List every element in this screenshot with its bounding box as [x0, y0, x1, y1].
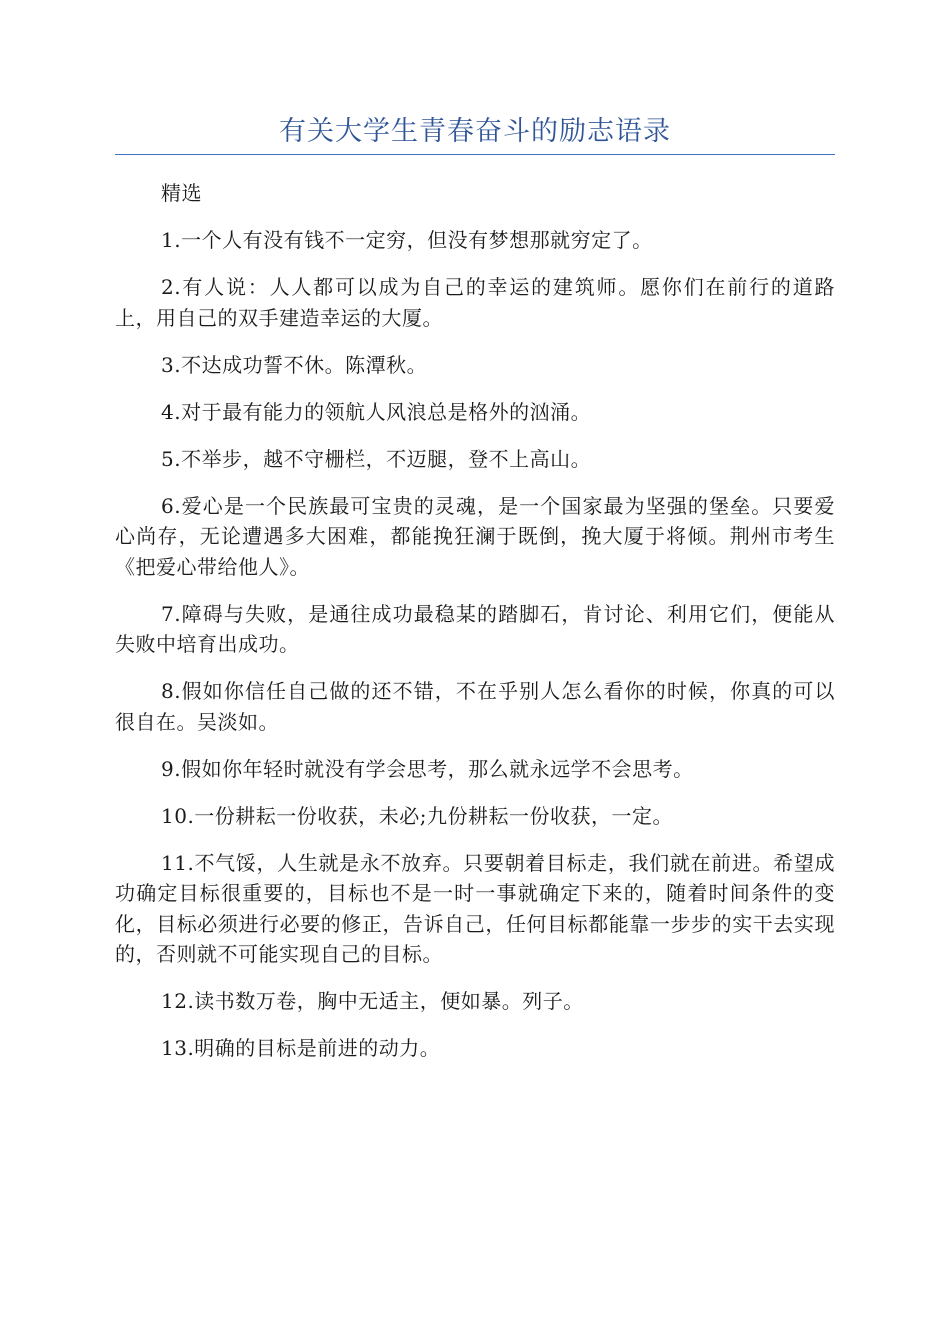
paragraph-quote-6: 6.爱心是一个民族最可宝贵的灵魂，是一个国家最为坚强的堡垒。只要爱心尚存，无论遭遇多大困难，都能挽狂澜于既倒，挽大厦于将倾。荆州市考生《把爱心带给他人》。 — [115, 493, 835, 579]
paragraph-intro: 精选 — [161, 181, 202, 205]
paragraph-quote-13: 13.明确的目标是前进的动力。 — [161, 1036, 441, 1060]
paragraph-quote-1: 1.一个人有没有钱不一定穷，但没有梦想那就穷定了。 — [161, 228, 653, 252]
document-title: 有关大学生青春奋斗的励志语录 — [279, 116, 671, 147]
paragraph-quote-5: 5.不举步，越不守栅栏，不迈腿，登不上高山。 — [161, 446, 592, 471]
paragraph-quote-8: 8.假如你信任自己做的还不错，不在乎别人怎么看你的时候，你真的可以很自在。吴淡如。 — [115, 679, 835, 734]
paragraph-quote-10: 10.一份耕耘一份收获，未必;九份耕耘一份收获，一定。 — [161, 803, 674, 828]
paragraph-quote-3: 3.不达成功誓不休。陈潭秋。 — [161, 352, 428, 377]
title-underline — [115, 154, 835, 155]
paragraph-quote-11: 11.不气馁，人生就是永不放弃。只要朝着目标走，我们就在前进。希望成功确定目标很重要的，目标也不是一时一事就确定下来的，随着时间条件的变化，目标必须进行必要的修正，告诉自己，任何目标都能靠一步步的实干去实现的，否则就不可能实现自己的目标。 — [115, 850, 835, 966]
paragraph-quote-2: 2.有人说：人人都可以成为自己的幸运的建筑师。愿你们在前行的道路上，用自己的双手建造幸运的大厦。 — [115, 275, 835, 330]
paragraph-quote-4: 4.对于最有能力的领航人风浪总是格外的汹涌。 — [161, 399, 592, 424]
paragraph-quote-7: 7.障碍与失败，是通往成功最稳某的踏脚石，肯讨论、利用它们，便能从失败中培育出成功。 — [115, 601, 835, 656]
document-body — [115, 178, 835, 1080]
paragraph-quote-9: 9.假如你年轻时就没有学会思考，那么就永远学不会思考。 — [161, 756, 694, 781]
paragraph-quote-12: 12.读书数万卷，胸中无适主，便如暴。列子。 — [161, 989, 584, 1013]
